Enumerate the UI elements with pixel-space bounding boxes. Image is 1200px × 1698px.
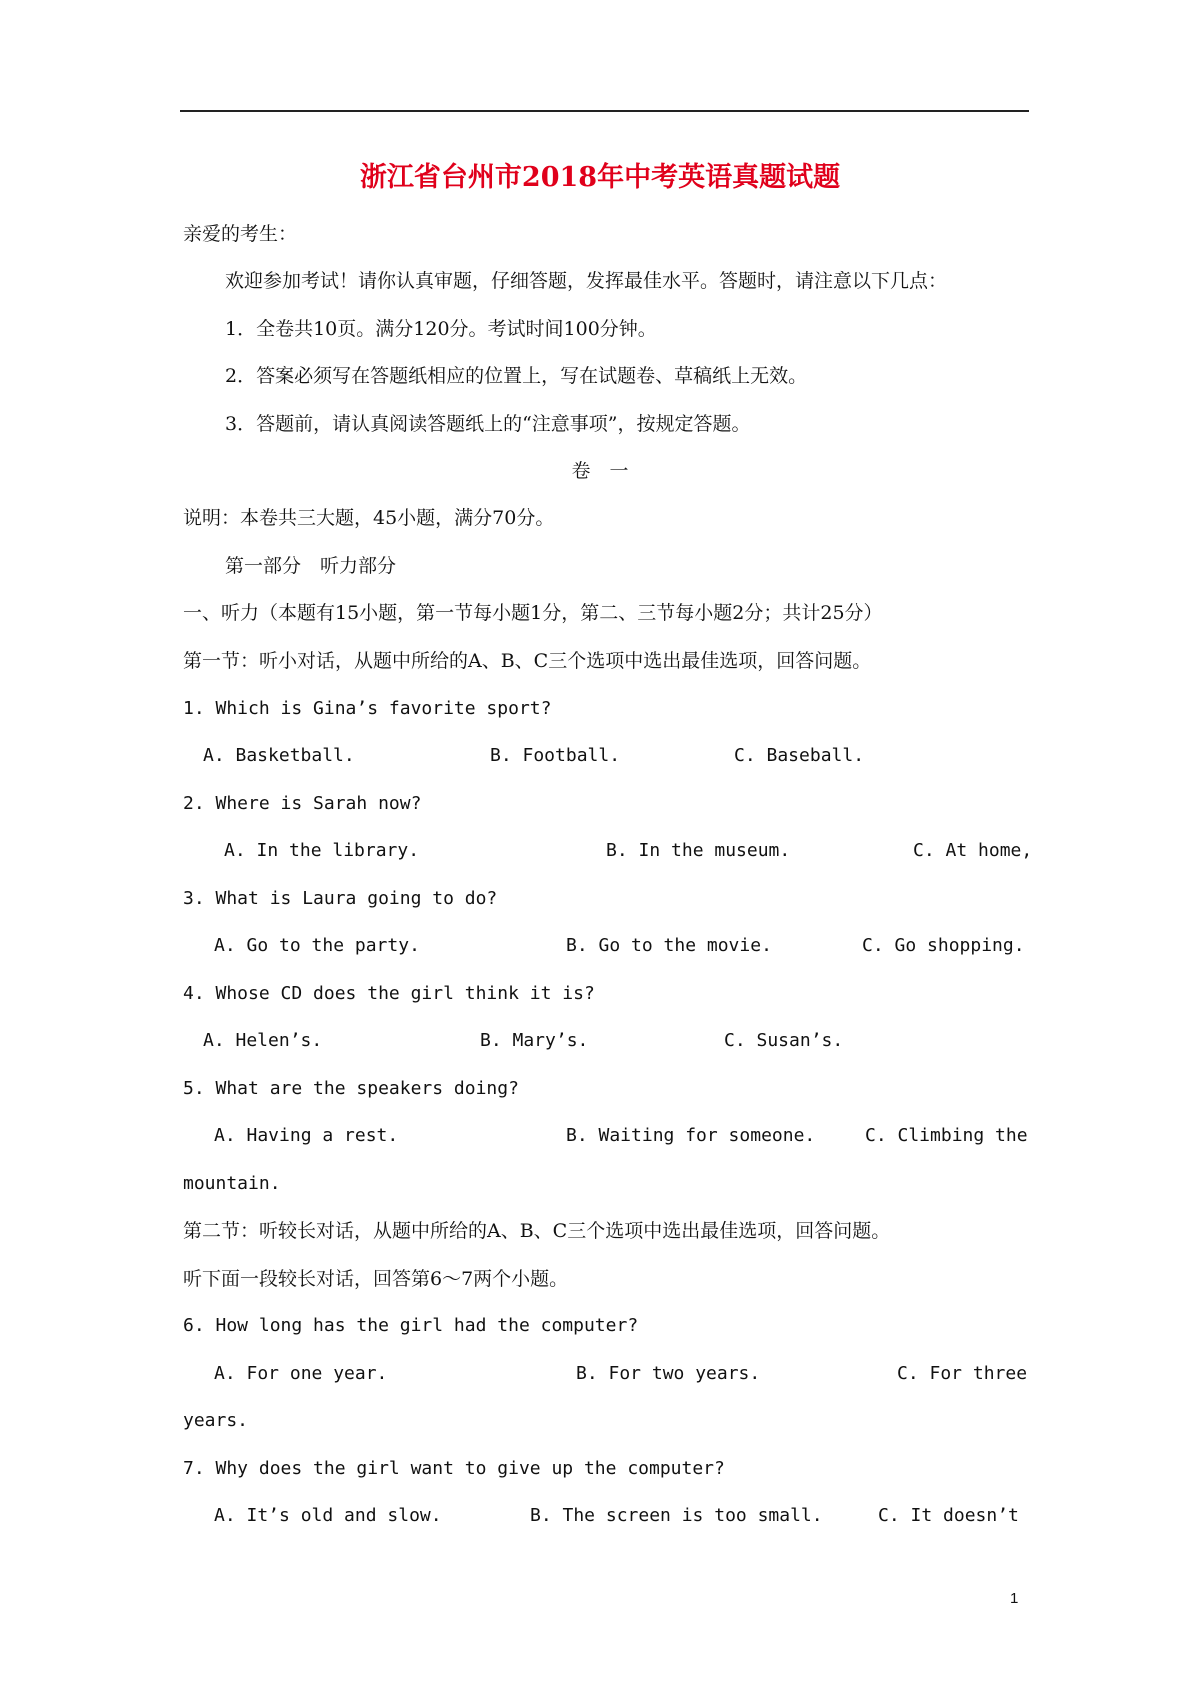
note-1: 1．全卷共10页。满分120分。考试时间100分钟。 [225,318,657,340]
section-heading: 一、听力（本题有15小题，第一节每小题1分，第二、三节每小题2分；共计25分） [183,602,883,624]
question-4-option-a: A. Helen’s. [203,1030,323,1051]
question-5-option-b: B. Waiting for someone. [566,1125,816,1146]
greeting: 亲爱的考生： [183,223,298,245]
question-4-stem: 4. Whose CD does the girl think it is? [183,983,595,1004]
question-5-option-c-continued: mountain. [183,1173,281,1194]
subsection-1-heading: 第一节：听小对话，从题中所给的A、B、C三个选项中选出最佳选项，回答问题。 [183,650,872,672]
welcome-text: 欢迎参加考试！请你认真审题，仔细答题，发挥最佳水平。答题时，请注意以下几点： [225,270,948,292]
question-4-option-c: C. Susan’s. [724,1030,844,1051]
question-2-option-a: A. In the library. [224,840,420,861]
question-6-option-c-continued: years. [183,1410,249,1431]
question-6-option-b: B. For two years. [576,1363,761,1384]
question-1-option-c: C. Baseball. [734,745,865,766]
question-7-option-b: B. The screen is too small. [530,1505,823,1526]
part-heading: 第一部分 听力部分 [225,555,397,577]
page-title: 浙江省台州市2018年中考英语真题试题 [359,162,841,193]
question-5-option-a: A. Having a rest. [214,1125,399,1146]
header-rule [180,110,1029,112]
question-3-stem: 3. What is Laura going to do? [183,888,498,909]
question-7-stem: 7. Why does the girl want to give up the computer? [183,1458,725,1479]
subsection-2-heading: 第二节：听较长对话，从题中所给的A、B、C三个选项中选出最佳选项，回答问题。 [183,1220,891,1242]
note-2: 2．答案必须写在答题纸相应的位置上，写在试题卷、草稿纸上无效。 [225,365,808,387]
note-3: 3．答题前，请认真阅读答题纸上的“注意事项”，按规定答题。 [225,413,751,435]
question-5-stem: 5. What are the speakers doing? [183,1078,519,1099]
question-4-option-b: B. Mary’s. [480,1030,589,1051]
volume-note: 说明：本卷共三大题，45小题，满分70分。 [183,507,555,529]
question-7-option-a: A. It’s old and slow. [214,1505,442,1526]
page-number: 1 [1010,1590,1019,1607]
question-7-option-c: C. It doesn’t [878,1505,1019,1526]
question-1-option-a: A. Basketball. [203,745,355,766]
subsection-2-note: 听下面一段较长对话，回答第6～7两个小题。 [183,1268,569,1290]
question-3-option-c: C. Go shopping. [862,935,1025,956]
question-6-option-a: A. For one year. [214,1363,388,1384]
question-5-option-c: C. Climbing the [865,1125,1028,1146]
question-6-option-c: C. For three [897,1363,1028,1384]
question-2-option-b: B. In the museum. [606,840,791,861]
question-6-stem: 6. How long has the girl had the computer? [183,1315,639,1336]
question-1-stem: 1. Which is Gina’s favorite sport? [183,698,552,719]
question-3-option-a: A. Go to the party. [214,935,420,956]
question-2-option-c: C. At home, [913,840,1033,861]
question-2-stem: 2. Where is Sarah now? [183,793,422,814]
volume-heading: 卷 一 [571,460,629,482]
question-3-option-b: B. Go to the movie. [566,935,772,956]
question-1-option-b: B. Football. [490,745,621,766]
